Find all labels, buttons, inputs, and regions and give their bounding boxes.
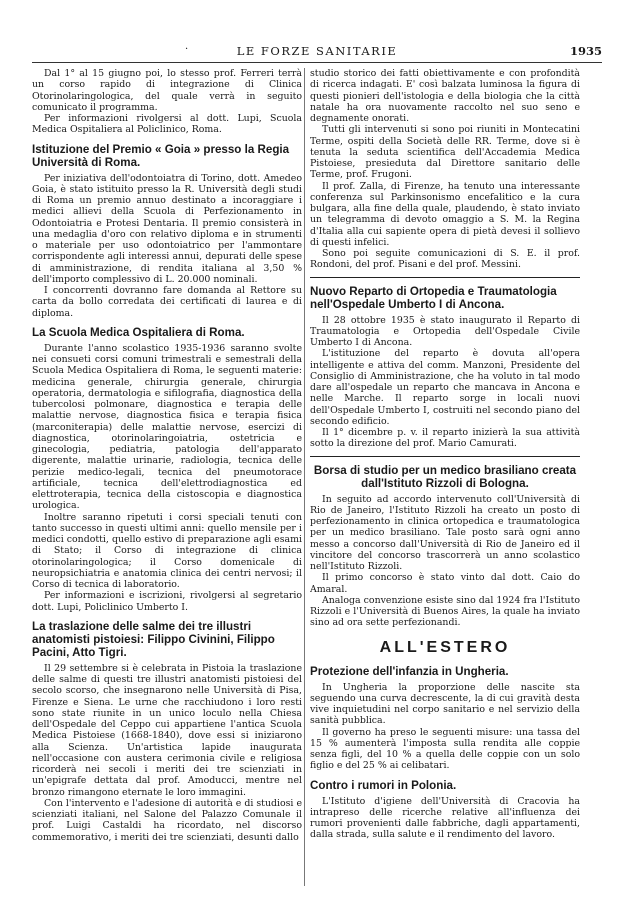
paragraph: Il 28 ottobre 1935 è stato inaugurato il Reparto di Traumatologia e Ortopedia dell'Ospedale Civile Umberto I di Ancona.: [310, 314, 580, 348]
section-heading-estero: ALL'ESTERO: [379, 638, 511, 656]
paragraph: Inoltre saranno ripetuti i corsi speciali tenuti con tanto successo in questi ultimi anni: quello mensile per i medici condotti, quello estivo di preparazione agli esami di Stato; il Corso di integrazione di clinica otorinolaringologica; il Corso domenicale di neuropsichiatria e anatomia clinica dei centri nervosi; il Corso di tecnica di laboratorio.: [32, 511, 302, 590]
paragraph: Analoga convenzione esiste sino dal 1924 fra l'Istituto Rizzoli e l'Università di Buenos Aires, la quale ha inviato sino ad ora sette perfezionandi.: [310, 594, 580, 629]
paragraph: Per iniziativa dell'odontoiatra di Torino, dott. Amedeo Goia, è stato istituito presso la R. Università degli studi di Roma un premio annuo destinato a incoraggiare i medici allievi della Scuola di Perfezionamento in Odontoiatria e Protesi Dentaria. Il premio consisterà in una medaglia d'oro con relativo diploma e in strumenti o materiale per uso odontoiatrico per l'ammontare corrispondente agli interessi annui, depurati delle spese di amministrazione, di rendita italiana al 3,50 % dell'importo complessivo di L. 20.000 nominali.: [32, 172, 302, 285]
paragraph: Dal 1° al 15 giugno poi, lo stesso prof. Ferreri terrà un corso rapido di integrazione di Clinica Otorinolaringologica, del quale verrà in seguito comunicato il programma.: [32, 68, 302, 113]
article-title-polonia: Contro i rumori in Polonia.: [310, 778, 457, 792]
paragraph: L'istituzione del reparto è dovuta all'opera intelligente e attiva del comm. Manzoni, Presidente del Consiglio di Amministrazione, che ha voluto in tal modo dare all'ospedale un reparto che mancava in Ancona e nelle Marche. Il reparto sorge in locali nuovi dell'Ospedale Umberto I, costruiti nel secondo piano del secondo edificio.: [310, 348, 580, 427]
paragraph: Per informazioni e iscrizioni, rivolgersi al segretario dott. Lupi, Policlinico Umberto I.: [32, 590, 302, 613]
header-dot: ·: [185, 44, 189, 55]
article-title-reparto: Nuovo Reparto di Ortopedia e Traumatologia nell'Ospedale Umberto I di Ancona.: [310, 284, 557, 311]
journal-title: LE FORZE SANITARIE: [236, 44, 398, 58]
paragraph: Sono poi seguite comunicazioni di S. E. il prof. Rondoni, del prof. Pisani e del prof. Messini.: [310, 248, 580, 271]
column-divider: [304, 68, 305, 886]
page-number: 1935: [569, 44, 602, 58]
paragraph: Il prof. Zalla, di Firenze, ha tenuto una interessante conferenza sul Parkinsonismo encefalitico e la cura bulgara, alla fine della quale, plaudendo, è stato inviato un telegramma di devoto omaggio a S. M. la Regina d'Italia alla cui sapiente opera di pietà devesi il sollievo di questi infelici.: [310, 180, 580, 248]
article-title-traslazione: La traslazione delle salme dei tre illustri anatomisti pistoiesi: Filippo Civinini, Filippo Pacini, Atto Tigri.: [32, 619, 275, 659]
paragraph: Per informazioni rivolgersi al dott. Lupi, Scuola Medica Ospitaliera al Policlinico, Roma.: [32, 113, 302, 136]
paragraph: I concorrenti dovranno fare domanda al Rettore su carta da bollo corredata dei certificati di laurea e di diploma.: [32, 285, 302, 319]
section-rule: [310, 277, 580, 278]
paragraph: Il 29 settembre si è celebrata in Pistoia la traslazione delle salme di questi tre illustri anatomisti pistoiesi del secolo scorso, che insegnarono nelle Università di Pisa, Firenze e Siena. Le urne che racchiudono i loro resti sono state riunite in un unico loculo nella Chiesa dell'Ospedale del Ceppo cui appartiene l'antica Scuola Medica Pistoiese (1668-1840), dove essi si iniziarono alla Scienza. Un'artistica lapide inaugurata nell'occasione con austera cerimonia civile e religiosa ricorderà nei secoli i meriti dei tre scienziati in un'epigrafe dettata dal prof. Amoducci, mentre nel bronzo rimangono eternate le loro immagini.: [32, 662, 302, 798]
article-title-ungheria: Protezione dell'infanzia in Ungheria.: [310, 664, 509, 678]
paragraph: Tutti gli intervenuti si sono poi riuniti in Montecatini Terme, ospiti della Società delle RR. Terme, dove si è tenuta la seduta scientifica dell'Accademia Medica Pistoiese, presieduta dal Direttore sanitario delle Terme, prof. Frugoni.: [310, 124, 580, 181]
left-column: [32, 68, 302, 892]
paragraph: studio storico dei fatti obiettivamente e con profondità di ricerca indagati. E' così balzata luminosa la figura di questi pionieri dell'istologia e della biologia che la città natale ha ora nuovamente raccolto nel suo seno e degnamente onorati.: [310, 68, 580, 124]
article-title-scuola: La Scuola Medica Ospitaliera di Roma.: [32, 325, 245, 339]
paragraph: Con l'intervento e l'adesione di autorità e di studiosi e scienziati italiani, nel Salone del Palazzo Comunale il prof. Luigi Castaldi ha ricordato, nel discorso commemorativo, i meriti dei tre scienziati, desunti dallo: [32, 797, 302, 843]
article-title-goia: Istituzione del Premio « Goia » presso la Regia Università di Roma.: [32, 142, 290, 169]
paragraph: L'Istituto d'igiene dell'Università di Cracovia ha intrapreso delle ricerche relative all'influenza dei rumori provenienti dalle fabbriche, dagli appartamenti, dalla strada, sulla salute e il rendimento del lavoro.: [310, 795, 580, 841]
right-column: [310, 68, 580, 892]
paragraph: Il primo concorso è stato vinto dal dott. Caio do Amaral.: [310, 572, 580, 595]
section-rule: [310, 456, 580, 457]
paragraph: In seguito ad accordo intervenuto coll'Università di Rio de Janeiro, l'Istituto Rizzoli ha creato un posto di perfezionamento in clinica ortopedica e traumatologica per un medico brasiliano. Tale posto sarà ogni anno messo a concorso dall'Università di Rio de Janeiro ed il vincitore del concorso trascorrerà un anno scolastico nell'Istituto Rizzoli.: [310, 493, 580, 572]
article-title-borsa: Borsa di studio per un medico brasiliano creata dall'Istituto Rizzoli di Bologna.: [313, 463, 577, 490]
paragraph: Il governo ha preso le seguenti misure: una tassa del 15 % aumenterà l'imposta sulla rendita alle coppie senza figli, del 10 % a quella delle coppie con un solo figlio e del 25 % ai celibatari.: [310, 726, 580, 772]
running-header: [32, 44, 602, 60]
paragraph: Il 1° dicembre p. v. il reparto inizierà la sua attività sotto la direzione del prof. Mario Camurati.: [310, 427, 580, 450]
paragraph: In Ungheria la proporzione delle nascite sta seguendo una curva decrescente, la di cui gravità desta vive inquietudini nel corpo sanitario e nel servizio della sanità pubblica.: [310, 681, 580, 727]
header-rule: [32, 62, 602, 63]
paragraph: Durante l'anno scolastico 1935-1936 saranno svolte nei consueti corsi comuni trimestrali e semestrali della Scuola Medica Ospitaliera di Roma, le seguenti materie: medicina generale, chirurgia generale, chirurgia operatoria, dermatologia e sifilografia, diagnostica della tubercolosi polmonare, diagnostica e terapia delle malattie nervose, diagnostica fisica e terapia fisica (marconiterapia) delle malattie nervose, esercizi di diagnostica, otorinolaringoiatria, ostetricia e ginecologia, pediatria, patologia dell'apparato digerente, malattie urinarie, radiologia, tecnica delle perizie medico-legali, tecnica del pneumotorace artificiale, tecnica dell'elettrodiagnostica ed elettroterapia, tecnica della cistoscopia e diagnostica urologica.: [32, 342, 302, 512]
